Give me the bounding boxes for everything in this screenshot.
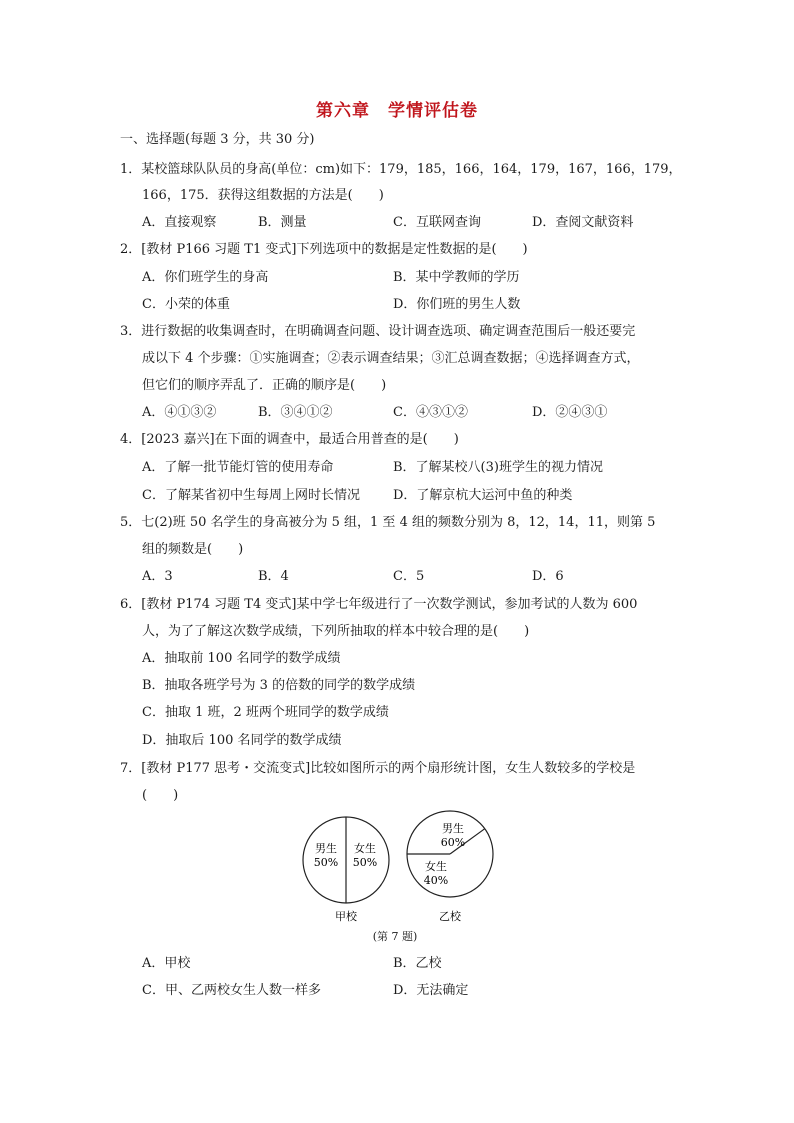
- q4-option-a[interactable]: A．了解一批节能灯管的使用寿命: [142, 460, 334, 475]
- section-heading: 一、选择题(每题 3 分，共 30 分): [120, 132, 315, 147]
- q7-option-d[interactable]: D．无法确定: [393, 983, 469, 998]
- q7-text-line1: 7．[教材 P177 思考・交流变式]比较如图所示的两个扇形统计图，女生人数较多的学校是: [120, 761, 636, 776]
- q7-text-line2: ( ): [142, 788, 179, 803]
- school-b-name: 乙校: [439, 910, 461, 923]
- q2-option-c[interactable]: C．小荣的体重: [142, 297, 230, 312]
- q1-option-a[interactable]: A．直接观察: [142, 215, 217, 230]
- q5-option-c[interactable]: C．5: [393, 569, 425, 584]
- school-a-girls-label: 女生: [354, 842, 376, 855]
- q5-text-line2: 组的频数是( ): [142, 542, 244, 557]
- q7-option-b[interactable]: B．乙校: [393, 956, 442, 971]
- q5-text-line1: 5．七(2)班 50 名学生的身高被分为 5 组，1 至 4 组的频数分别为 8，12，14，11，则第 5: [120, 515, 656, 530]
- q6-option-b[interactable]: B．抽取各班学号为 3 的倍数的同学的数学成绩: [142, 678, 416, 693]
- q2-text-line1: 2．[教材 P166 习题 T1 变式]下列选项中的数据是定性数据的是( ): [120, 242, 528, 257]
- q5-option-d[interactable]: D．6: [532, 569, 564, 584]
- q6-option-c[interactable]: C．抽取 1 班，2 班两个班同学的数学成绩: [142, 705, 389, 720]
- q3-option-c[interactable]: C．④③①②: [393, 405, 468, 420]
- school-b-girls-percent: 40%: [423, 874, 449, 887]
- q4-option-b[interactable]: B．了解某校八(3)班学生的视力情况: [393, 460, 603, 475]
- q7-option-a[interactable]: A．甲校: [142, 956, 191, 971]
- school-b-girls-label: 女生: [425, 860, 447, 873]
- q7-option-c[interactable]: C．甲、乙两校女生人数一样多: [142, 983, 321, 998]
- q3-option-a[interactable]: A．④①③②: [142, 405, 217, 420]
- q3-option-d[interactable]: D．②④③①: [532, 405, 608, 420]
- school-a-name: 甲校: [335, 910, 357, 923]
- school-b-boys-label: 男生: [442, 822, 464, 835]
- q7-pie-figure: [290, 808, 510, 926]
- q1-text-line2: 166，175．获得这组数据的方法是( ): [142, 188, 384, 203]
- q5-option-a[interactable]: A．3: [142, 569, 173, 584]
- q6-text-line1: 6．[教材 P174 习题 T4 变式]某中学七年级进行了一次数学测试，参加考试的人数为 600: [120, 597, 638, 612]
- q1-option-d[interactable]: D．查阅文献资料: [532, 215, 634, 230]
- q3-text-line2: 成以下 4 个步骤：①实施调查；②表示调查结果；③汇总调查数据；④选择调查方式，: [142, 351, 640, 366]
- q5-option-b[interactable]: B．4: [258, 569, 289, 584]
- school-a-boys-label: 男生: [315, 842, 337, 855]
- q2-option-b[interactable]: B．某中学教师的学历: [393, 270, 520, 285]
- q3-text-line1: 3．进行数据的收集调查时，在明确调查问题、设计调查选项、确定调查范围后一般还要完: [120, 324, 636, 339]
- exam-title: 第六章 学情评估卷: [316, 101, 478, 121]
- q1-option-c[interactable]: C．互联网查询: [393, 215, 481, 230]
- q4-text-line1: 4．[2023 嘉兴]在下面的调查中，最适合用普查的是( ): [120, 432, 459, 447]
- school-a-girls-percent: 50%: [352, 856, 378, 869]
- q7-figure-caption: (第 7 题): [372, 930, 418, 943]
- q6-text-line2: 人，为了了解这次数学成绩，下列所抽取的样本中较合理的是( ): [142, 624, 530, 639]
- school-b-boys-percent: 60%: [440, 836, 466, 849]
- q1-option-b[interactable]: B．测量: [258, 215, 307, 230]
- school-a-boys-percent: 50%: [313, 856, 339, 869]
- q6-option-d[interactable]: D．抽取后 100 名同学的数学成绩: [142, 733, 342, 748]
- q2-option-d[interactable]: D．你们班的男生人数: [393, 297, 521, 312]
- q3-text-line3: 但它们的顺序弄乱了．正确的顺序是( ): [142, 378, 387, 393]
- q2-option-a[interactable]: A．你们班学生的身高: [142, 270, 269, 285]
- q4-option-d[interactable]: D．了解京杭大运河中鱼的种类: [393, 488, 573, 503]
- q1-text-line1: 1．某校篮球队队员的身高(单位：cm)如下：179，185，166，164，179，167，166，179，: [120, 162, 682, 177]
- q3-option-b[interactable]: B．③④①②: [258, 405, 333, 420]
- q6-option-a[interactable]: A．抽取前 100 名同学的数学成绩: [142, 651, 341, 666]
- q4-option-c[interactable]: C．了解某省初中生每周上网时长情况: [142, 488, 360, 503]
